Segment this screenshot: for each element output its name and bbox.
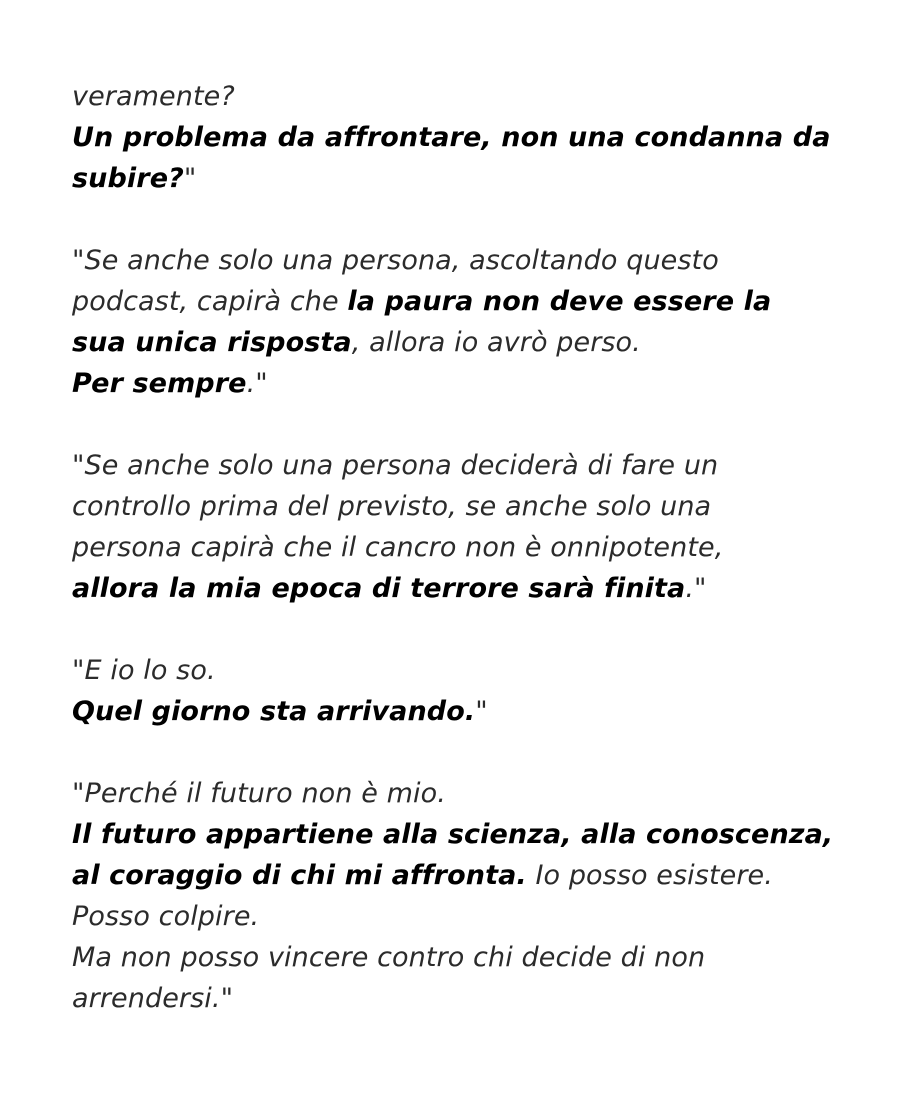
- paragraph-4: [72, 650, 872, 732]
- text-run: "Se anche solo una persona, ascoltando questo: [72, 245, 719, 276]
- text-run: "E io lo so.: [72, 655, 216, 686]
- text-run: .": [685, 573, 707, 604]
- emphasis-run: Il futuro appartiene alla scienza, alla conoscenza,: [72, 819, 834, 850]
- paragraph-3: [72, 445, 872, 609]
- text-run: Posso colpire.: [72, 901, 260, 932]
- document-page: [72, 76, 872, 1019]
- emphasis-run: sua unica risposta: [72, 327, 352, 358]
- emphasis-run: Un problema da affrontare, non una condanna da: [72, 122, 831, 153]
- emphasis-run: la paura non deve essere la: [347, 286, 772, 317]
- paragraph-5: [72, 773, 872, 1019]
- text-run: "Perché il futuro non è mio.: [72, 778, 446, 809]
- emphasis-run: Quel giorno sta arrivando.: [72, 696, 476, 727]
- emphasis-run: subire?: [72, 163, 184, 194]
- text-run: "Se anche solo una persona deciderà di fare un: [72, 450, 719, 481]
- text-run: ": [475, 696, 488, 727]
- text-run: persona capirà che il cancro non è onnipotente,: [72, 532, 724, 563]
- paragraph-2: [72, 240, 872, 404]
- text-run: , allora io avrò perso.: [351, 327, 641, 358]
- text-run: Ma non posso vincere contro chi decide di non: [72, 942, 706, 973]
- emphasis-run: al coraggio di chi mi affronta.: [72, 860, 527, 891]
- emphasis-run: allora la mia epoca di terrore sarà finita: [72, 573, 686, 604]
- text-run: veramente?: [72, 81, 235, 112]
- emphasis-run: Per sempre: [72, 368, 247, 399]
- text-run: Io posso esistere.: [526, 860, 773, 891]
- text-run: arrendersi.": [72, 983, 234, 1014]
- text-run: controllo prima del previsto, se anche solo una: [72, 491, 712, 522]
- text-run: .": [246, 368, 268, 399]
- text-run: podcast, capirà che: [72, 286, 348, 317]
- text-run: ": [183, 163, 197, 194]
- paragraph-1: [72, 76, 872, 199]
